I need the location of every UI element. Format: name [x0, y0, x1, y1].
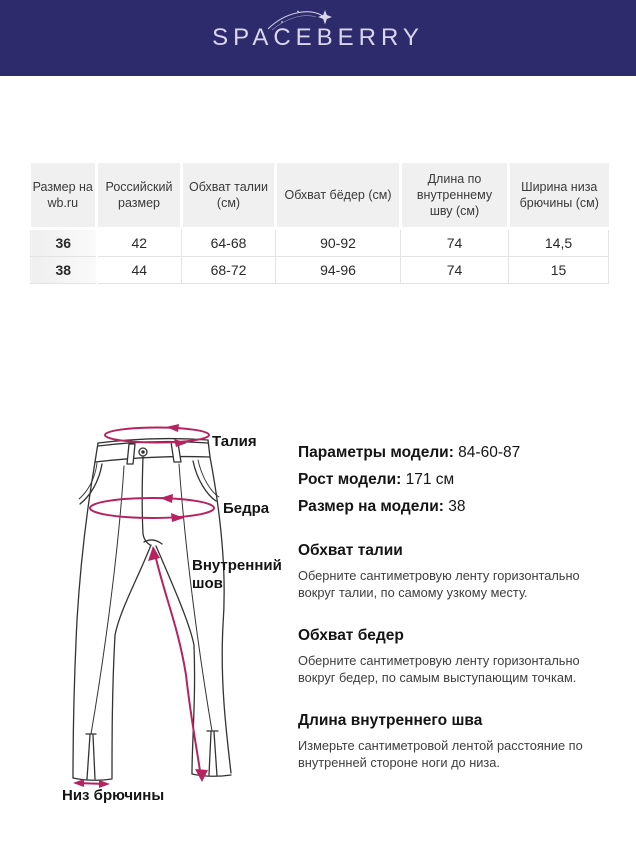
- col-header-ru-size: Российский размер: [97, 163, 182, 229]
- cell-inseam: 74: [401, 229, 509, 257]
- inseam-label: Внутренний шов: [192, 557, 282, 592]
- section-waist-title: Обхват талии: [298, 542, 403, 559]
- col-header-hem-width: Ширина низа брючины (см): [509, 163, 609, 229]
- table-row-size-36: [31, 229, 609, 257]
- measurement-info-panel: [298, 444, 620, 771]
- model-height-line: [298, 471, 620, 489]
- col-header-waist: Обхват талии (см): [182, 163, 276, 229]
- model-params-line: [298, 444, 620, 462]
- cell-ru-size: 44: [97, 257, 182, 284]
- cell-inseam: 74: [401, 257, 509, 284]
- model-info: [298, 444, 620, 516]
- cell-waist: 68-72: [182, 257, 276, 284]
- model-size-value: 38: [448, 498, 466, 515]
- section-waist-body: Оберните сантиметровую ленту горизонтально вокруг талии, по самому узкому месту.: [298, 568, 580, 600]
- model-height-value: 171 см: [405, 471, 455, 488]
- hem-label: Низ брючины: [62, 787, 165, 804]
- trousers-diagram: [40, 420, 290, 825]
- cell-hem-width: 15: [509, 257, 609, 284]
- brand-header: [0, 0, 636, 76]
- cell-hips: 90-92: [276, 229, 401, 257]
- section-inseam-title: Длина внутреннего шва: [298, 712, 483, 729]
- section-hips: [298, 627, 620, 686]
- section-hips-body: Оберните сантиметровую ленту горизонтально вокруг бедер, по самым выступающим точкам.: [298, 653, 580, 685]
- hips-label: Бедра: [223, 500, 270, 517]
- cell-wb-size: 36: [31, 229, 97, 257]
- measure-sections: [298, 542, 620, 771]
- section-hips-title: Обхват бедер: [298, 627, 404, 644]
- cell-wb-size: 38: [31, 257, 97, 284]
- size-table: [30, 163, 609, 284]
- cell-ru-size: 42: [97, 229, 182, 257]
- col-header-wb-size: Размер на wb.ru: [31, 163, 97, 229]
- section-waist: [298, 542, 620, 601]
- model-height-label: Рост модели:: [298, 471, 402, 488]
- cell-hem-width: 14,5: [509, 229, 609, 257]
- trousers-drawing: [40, 420, 290, 825]
- cell-waist: 64-68: [182, 229, 276, 257]
- col-header-hips: Обхват бёдер (см): [276, 163, 401, 229]
- section-inseam: [298, 712, 620, 771]
- col-header-inseam: Длина по внутреннему шву (см): [401, 163, 509, 229]
- table-header-row: [31, 163, 609, 229]
- section-inseam-body: Измерьте сантиметровой лентой расстояние по внутренней стороне ноги до низа.: [298, 738, 583, 770]
- model-params-label: Параметры модели:: [298, 444, 454, 461]
- model-size-label: Размер на модели:: [298, 498, 444, 515]
- brand-logo: SPACEBERRY: [212, 24, 424, 51]
- waist-label: Талия: [212, 433, 257, 450]
- table-row-size-38: [31, 257, 609, 284]
- model-params-value: 84-60-87: [458, 444, 521, 461]
- model-size-line: [298, 498, 620, 516]
- cell-hips: 94-96: [276, 257, 401, 284]
